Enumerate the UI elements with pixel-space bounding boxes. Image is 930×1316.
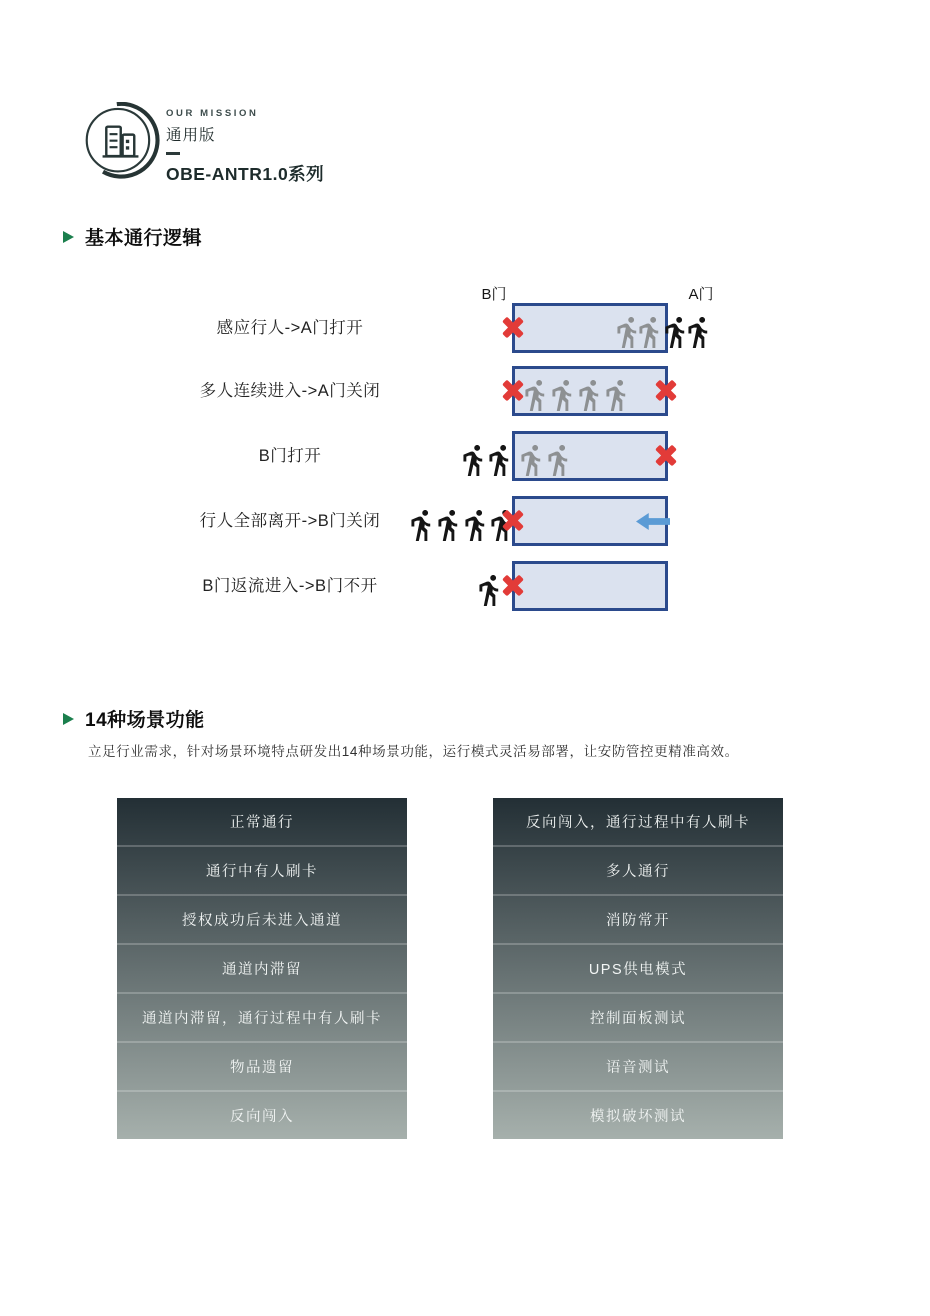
diagram-row bbox=[0, 303, 930, 353]
person-gray-icon bbox=[578, 375, 604, 411]
scene-item: 正常通行 bbox=[117, 798, 407, 847]
diagram-row-label: 感应行人->A门打开 bbox=[216, 319, 364, 337]
person-black-icon bbox=[410, 505, 436, 541]
person-black-icon bbox=[437, 505, 463, 541]
red-cross-icon bbox=[502, 379, 524, 401]
person-gray-icon bbox=[551, 375, 577, 411]
scene-item: 物品遗留 bbox=[117, 1043, 407, 1092]
brand-series: OBE-ANTR1.0系列 bbox=[166, 164, 325, 184]
channel-rect bbox=[512, 561, 668, 611]
scene-item: 消防常开 bbox=[493, 896, 783, 945]
diagram-row bbox=[0, 431, 930, 481]
red-cross-icon bbox=[502, 316, 524, 338]
brand-mission: OUR MISSION bbox=[166, 108, 259, 119]
diagram-row bbox=[0, 496, 930, 546]
diagram-row-label: 行人全部离开->B门关闭 bbox=[199, 512, 381, 530]
red-cross-icon bbox=[502, 509, 524, 531]
section-title-text: 14种场景功能 bbox=[85, 710, 205, 731]
scene-item: 语音测试 bbox=[493, 1043, 783, 1092]
scene-item: 通道内滞留 bbox=[117, 945, 407, 994]
person-gray-icon bbox=[547, 440, 573, 476]
scene-item: UPS供电模式 bbox=[493, 945, 783, 994]
diagram-row bbox=[0, 366, 930, 416]
person-black-icon bbox=[462, 440, 488, 476]
scene-item: 反向闯入，通行过程中有人刷卡 bbox=[493, 798, 783, 847]
diagram-row-label: B门打开 bbox=[258, 447, 322, 465]
scene-item: 授权成功后未进入通道 bbox=[117, 896, 407, 945]
brand-edition: 通用版 bbox=[166, 127, 216, 144]
diagram-row bbox=[0, 561, 930, 611]
left-arrow-icon bbox=[633, 513, 673, 530]
person-black-icon bbox=[687, 312, 713, 348]
diagram-row-label: B门返流进入->B门不开 bbox=[202, 577, 378, 595]
section-bullet-icon bbox=[63, 713, 74, 725]
person-black-icon bbox=[464, 505, 490, 541]
section-title-scene-functions bbox=[63, 705, 205, 732]
scene-list-left bbox=[117, 798, 407, 1139]
scene-list-right bbox=[493, 798, 783, 1139]
diagram-row-label: 多人连续进入->A门关闭 bbox=[199, 382, 381, 400]
person-black-icon bbox=[478, 570, 504, 606]
scene-item: 控制面板测试 bbox=[493, 994, 783, 1043]
section-title-text: 基本通行逻辑 bbox=[85, 228, 203, 249]
person-gray-icon bbox=[520, 440, 546, 476]
person-gray-icon bbox=[524, 375, 550, 411]
door-label-b: B门 bbox=[481, 286, 507, 303]
scene-item: 反向闯入 bbox=[230, 1109, 294, 1125]
scene-item: 模拟破坏测试 bbox=[590, 1109, 686, 1125]
person-gray-icon bbox=[605, 375, 631, 411]
section-description: 立足行业需求，针对场景环境特点研发出14种场景功能，运行模式灵活易部署，让安防管控更精准高效。 bbox=[88, 744, 739, 759]
scene-item: 通行中有人刷卡 bbox=[117, 847, 407, 896]
red-cross-icon bbox=[502, 574, 524, 596]
scene-item: 多人通行 bbox=[493, 847, 783, 896]
red-cross-icon bbox=[655, 379, 677, 401]
door-label-a: A门 bbox=[688, 286, 714, 303]
person-gray-icon bbox=[638, 312, 664, 348]
scene-item: 通道内滞留，通行过程中有人刷卡 bbox=[117, 994, 407, 1043]
red-cross-icon bbox=[655, 444, 677, 466]
person-black-icon bbox=[488, 440, 514, 476]
